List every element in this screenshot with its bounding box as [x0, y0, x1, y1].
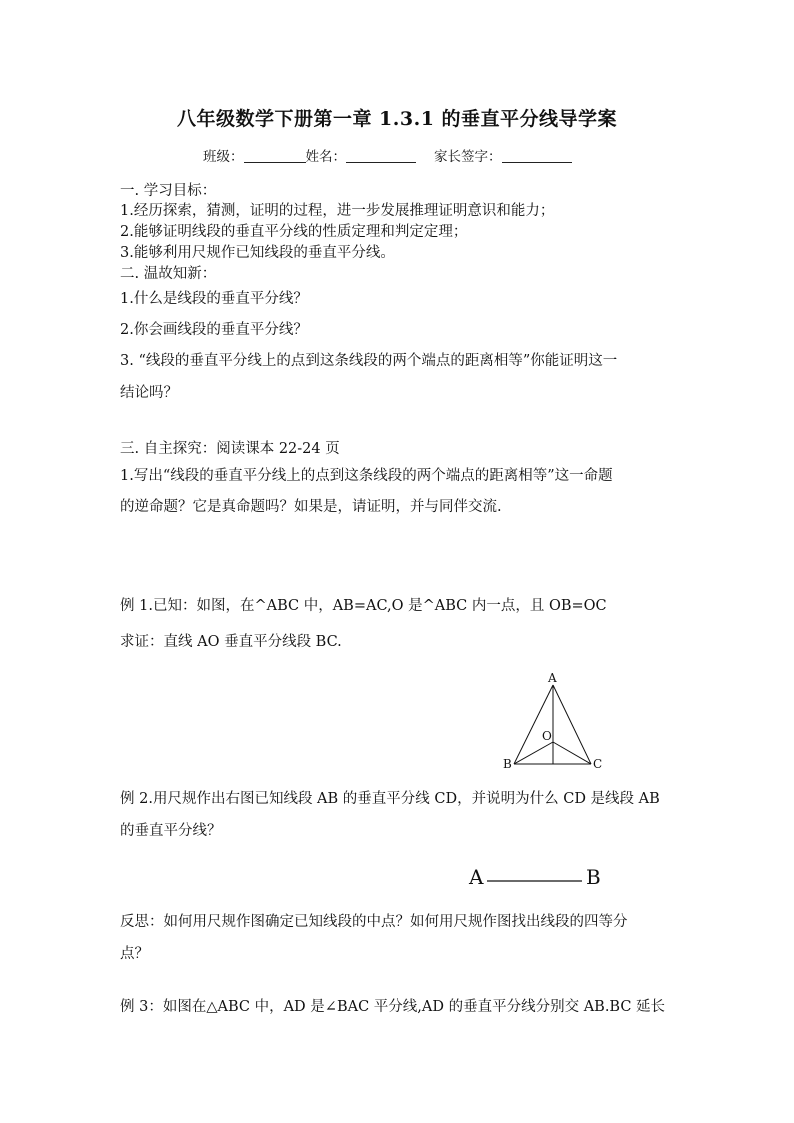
example2-line1: 例 2.用尺规作出右图已知线段 AB 的垂直平分线 CD，并说明为什么 CD 是线段 AB — [120, 791, 660, 807]
objective-item: 2.能够证明线段的垂直平分线的性质定理和判定定理； — [120, 224, 468, 240]
class-label: 班级： — [203, 149, 244, 165]
review-question-3-line1: 3. “线段的垂直平分线上的点到这条线段的两个端点的距离相等”你能证明这一 — [120, 353, 618, 369]
review-question-3-line2: 结论吗？ — [120, 385, 178, 401]
vertex-label-b: B — [503, 757, 512, 771]
class-blank[interactable] — [244, 148, 306, 163]
segment-ab — [514, 685, 553, 764]
reflection-line2: 点？ — [120, 946, 149, 962]
triangle-figure — [490, 668, 610, 778]
explore-question-1-line2: 的逆命题？它是真命题吗？如果是，请证明，并与同伴交流. — [120, 499, 502, 515]
vertex-label-a: A — [548, 671, 557, 685]
point-label-o: O — [542, 729, 552, 743]
example3-line1: 例 3：如图在△ABC 中，AD 是∠BAC 平分线,AD 的垂直平分线分别交 AB.BC 延长 — [120, 999, 666, 1015]
parent-signature-label: 家长签字： — [434, 149, 502, 165]
objective-item: 1.经历探索，猜测，证明的过程，进一步发展推理证明意识和能力； — [120, 203, 555, 219]
segment-label-b: B — [586, 865, 601, 889]
example2-line2: 的垂直平分线？ — [120, 823, 222, 839]
section3-heading: 三. 自主探究：阅读课本 22-24 页 — [120, 441, 340, 457]
reflection-line1: 反思：如何用尺规作图确定已知线段的中点？如何用尺规作图找出线段的四等分 — [120, 914, 628, 930]
page-title: 八年级数学下册第一章 1.3.1 的垂直平分线导学案 — [176, 108, 618, 130]
parent-signature-blank[interactable] — [502, 148, 572, 163]
review-question-2: 2.你会画线段的垂直平分线？ — [120, 322, 308, 338]
example1-given: 例 1.已知：如图，在^ABC 中，AB=AC,O 是^ABC 内一点，且 OB=OC — [120, 598, 607, 614]
segment-ab-figure — [466, 862, 606, 894]
student-info-row — [203, 148, 572, 166]
name-blank[interactable] — [346, 148, 416, 163]
segment-ac — [553, 685, 591, 764]
segment-label-a: A — [469, 865, 484, 889]
section1-heading: 一. 学习目标： — [120, 183, 217, 199]
objective-item: 3.能够利用尺规作已知线段的垂直平分线。 — [120, 245, 395, 261]
example1-prove: 求证：直线 AO 垂直平分线段 BC. — [120, 634, 342, 650]
name-label: 姓名： — [305, 149, 346, 165]
section2-heading: 二. 温故知新： — [120, 266, 217, 282]
explore-question-1-line1: 1.写出“线段的垂直平分线上的点到这条线段的两个端点的距离相等”这一命题 — [120, 468, 613, 484]
review-question-1: 1.什么是线段的垂直平分线？ — [120, 291, 308, 307]
vertex-label-c: C — [593, 757, 603, 771]
